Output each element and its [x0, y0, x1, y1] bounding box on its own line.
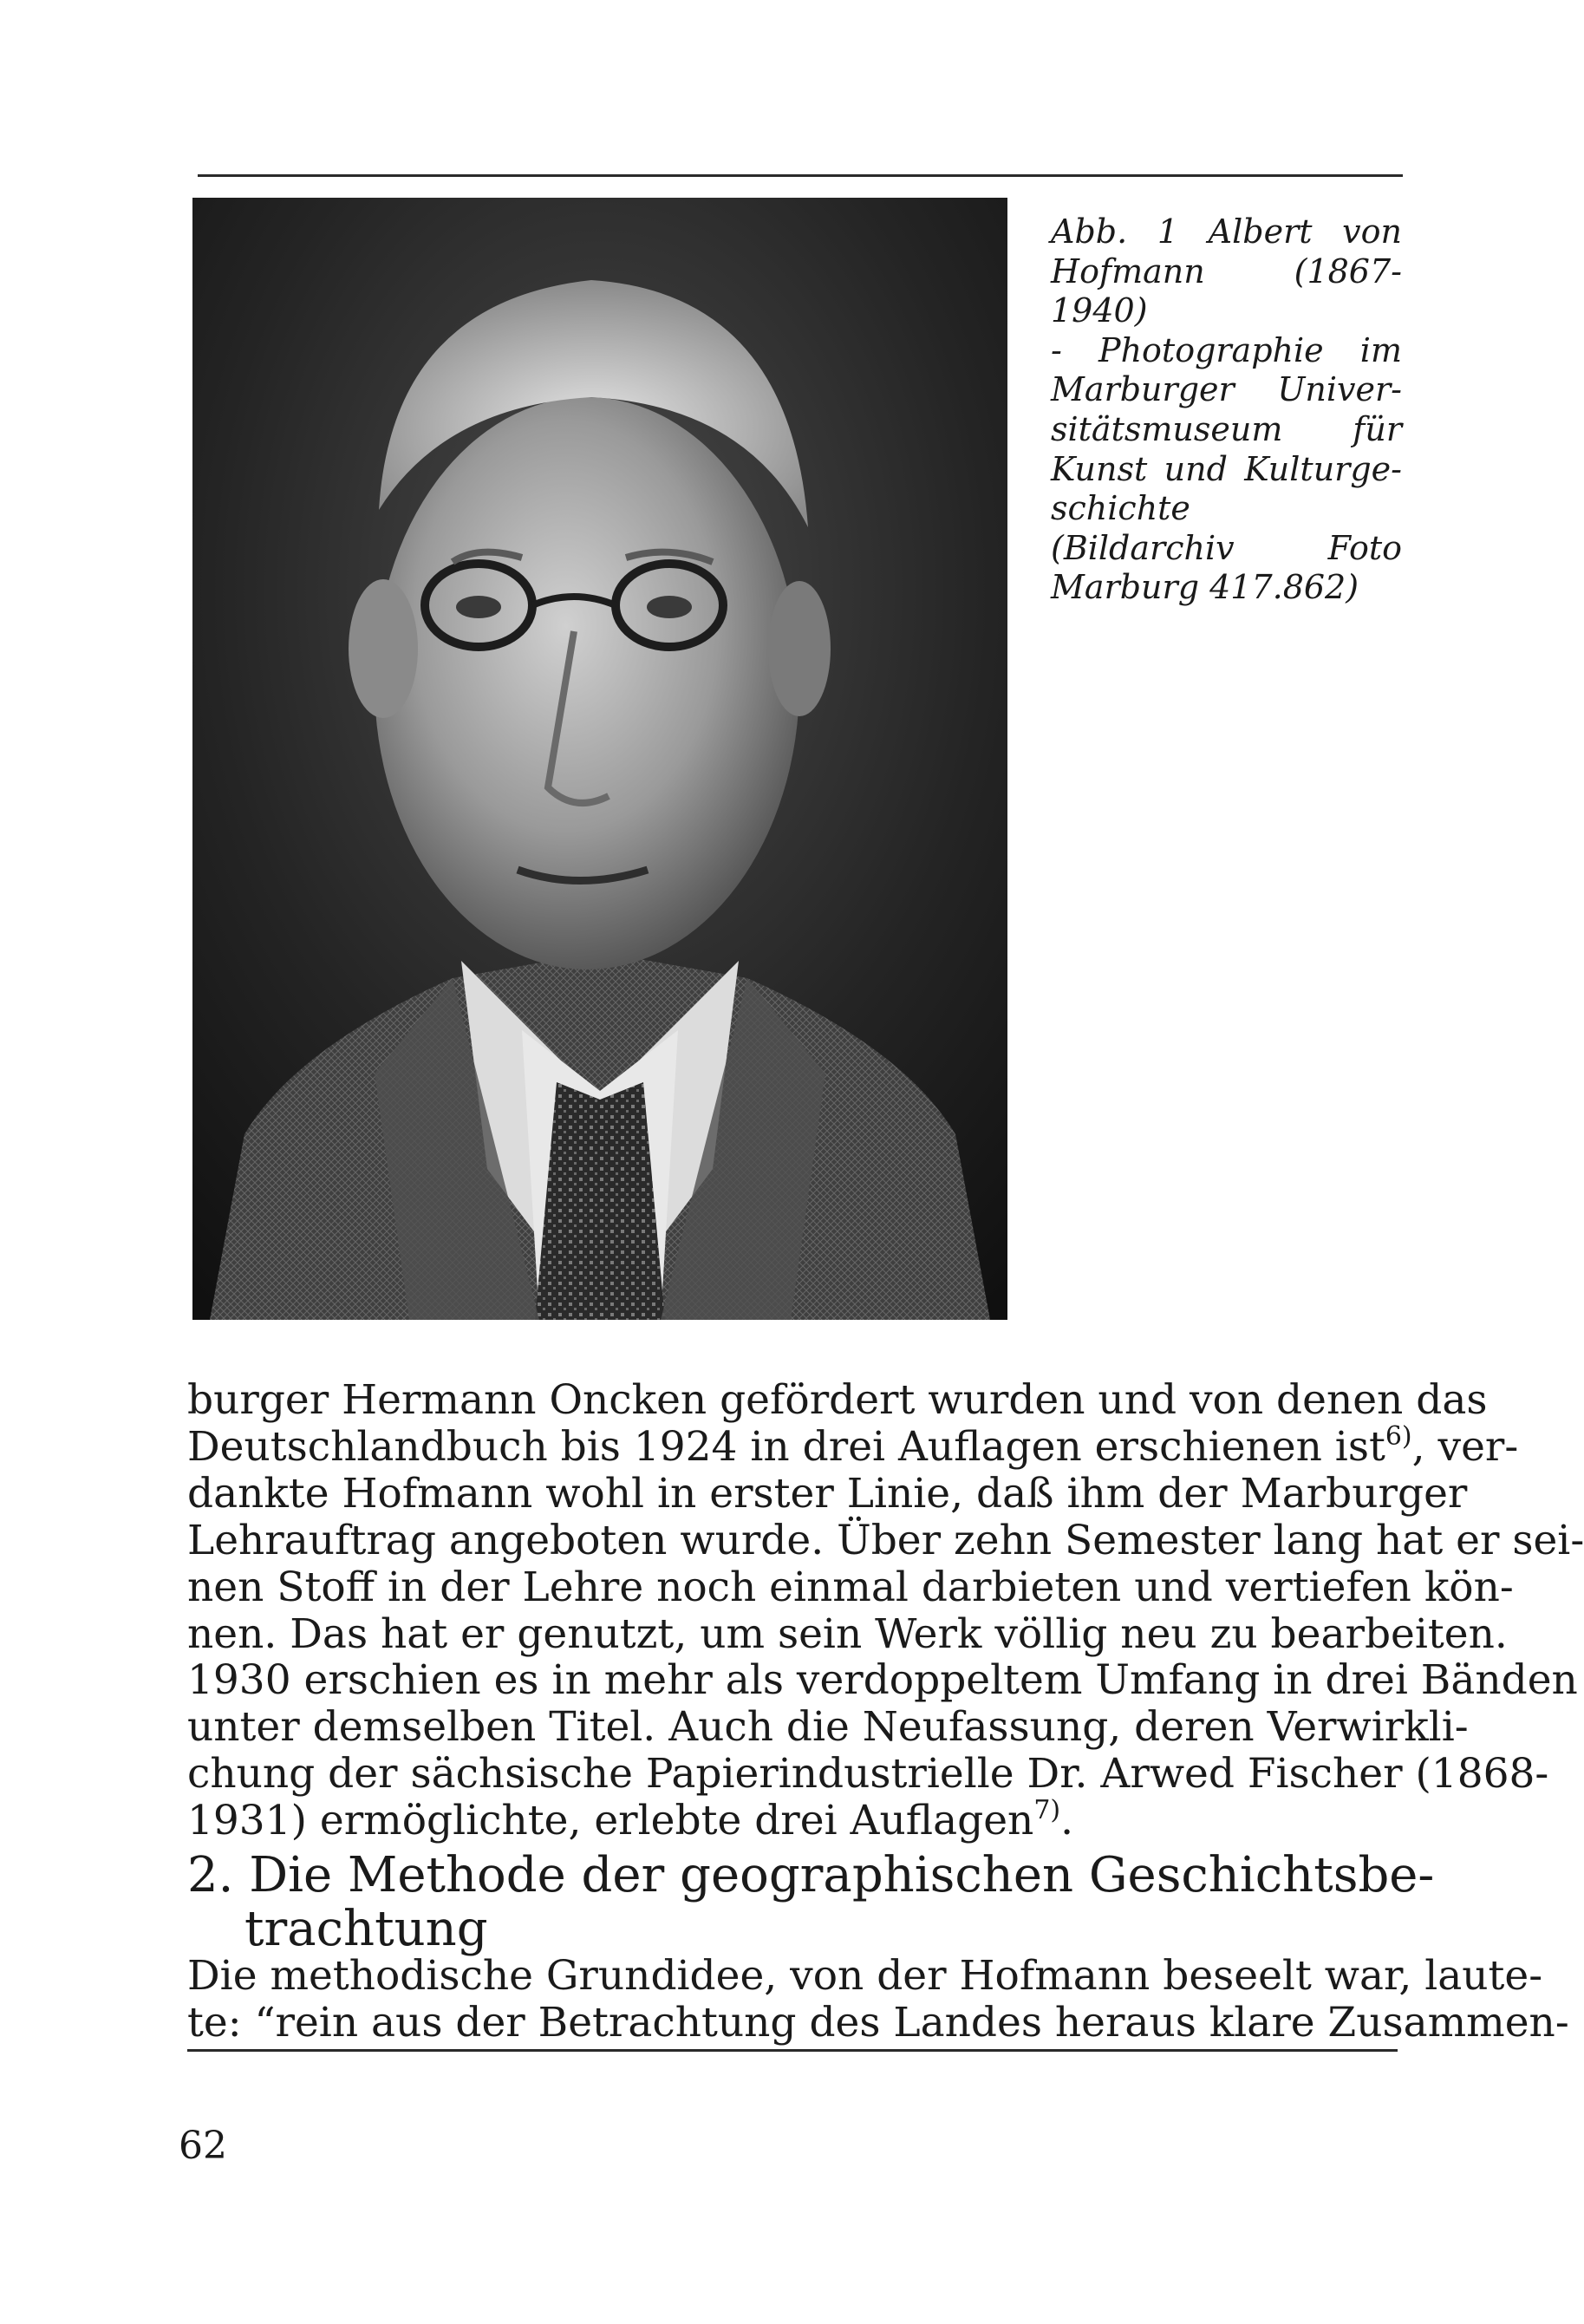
- caption-line: Abb. 1 Albert von: [1051, 212, 1402, 251]
- text-segment: Deutschlandbuch bis 1924 in drei Auflagen erschienen ist: [187, 1422, 1385, 1471]
- text-line: nen. Das hat er genutzt, um sein Werk völlig neu zu bearbeiten.: [187, 1609, 1508, 1658]
- portrait-photo: [192, 198, 1007, 1320]
- text-line: chung der sächsische Papierindustrielle Dr. Arwed Fischer (1868-: [187, 1750, 1549, 1798]
- text-line: 1930 erschien es in mehr als verdoppeltem Umfang in drei Bänden: [187, 1656, 1578, 1705]
- caption-line: Marburger Univer-: [1051, 370, 1402, 409]
- caption-line: (Bildarchiv Foto: [1051, 528, 1402, 567]
- bottom-rule: [187, 2049, 1398, 2052]
- caption-line: schichte: [1051, 489, 1190, 528]
- heading-line: [187, 1847, 1435, 1903]
- text-line: Lehrauftrag angeboten wurde. Über zehn Semester lang hat er sei-: [187, 1516, 1584, 1564]
- caption-line: Kunst und Kulturge-: [1051, 449, 1402, 488]
- portrait-image: [192, 198, 1007, 1320]
- caption-line: Hofmann (1867-1940): [1051, 251, 1402, 330]
- text-segment: .: [1060, 1797, 1074, 1845]
- text-line: nen Stoff in der Lehre noch einmal darbieten und vertiefen kön-: [187, 1563, 1514, 1611]
- section-title-line1: Die Methode der geographischen Geschichtsbe-: [249, 1847, 1435, 1903]
- section-number: 2.: [187, 1847, 234, 1903]
- body-paragraph: [187, 1376, 1584, 1845]
- section-heading: [187, 1847, 1435, 1957]
- section-paragraph: [187, 1952, 1569, 2047]
- top-rule: [198, 174, 1403, 177]
- text-line: Die methodische Grundidee, von der Hofmann beseelt war, laute-: [187, 1952, 1543, 2000]
- text-line: burger Hermann Oncken gefördert wurden und von denen das: [187, 1376, 1488, 1424]
- footnote-ref-7[interactable]: 7): [1033, 1795, 1061, 1826]
- text-line: unter demselben Titel. Auch die Neufassung, deren Verwirkli-: [187, 1703, 1469, 1752]
- text-line: dankte Hofmann wohl in erster Linie, daß ihm der Marburger: [187, 1469, 1468, 1518]
- caption-line: Marburg 417.862): [1051, 568, 1359, 607]
- figure-caption: [1051, 212, 1402, 608]
- footnote-ref-6[interactable]: 6): [1385, 1420, 1412, 1452]
- text-segment: , ver-: [1411, 1422, 1519, 1471]
- text-line: [187, 1420, 1519, 1471]
- caption-line: - Photographie im: [1051, 330, 1402, 369]
- text-line: te: “rein aus der Betrachtung des Landes heraus klare Zusammen-: [187, 1999, 1569, 2047]
- section-title-line2: trachtung: [244, 1901, 488, 1957]
- caption-line: sitätsmuseum für: [1051, 409, 1402, 448]
- page-number: 62: [179, 2124, 227, 2168]
- text-line: [187, 1795, 1399, 1845]
- text-segment: 1931) ermöglichte, erlebte drei Auflagen: [187, 1797, 1034, 1845]
